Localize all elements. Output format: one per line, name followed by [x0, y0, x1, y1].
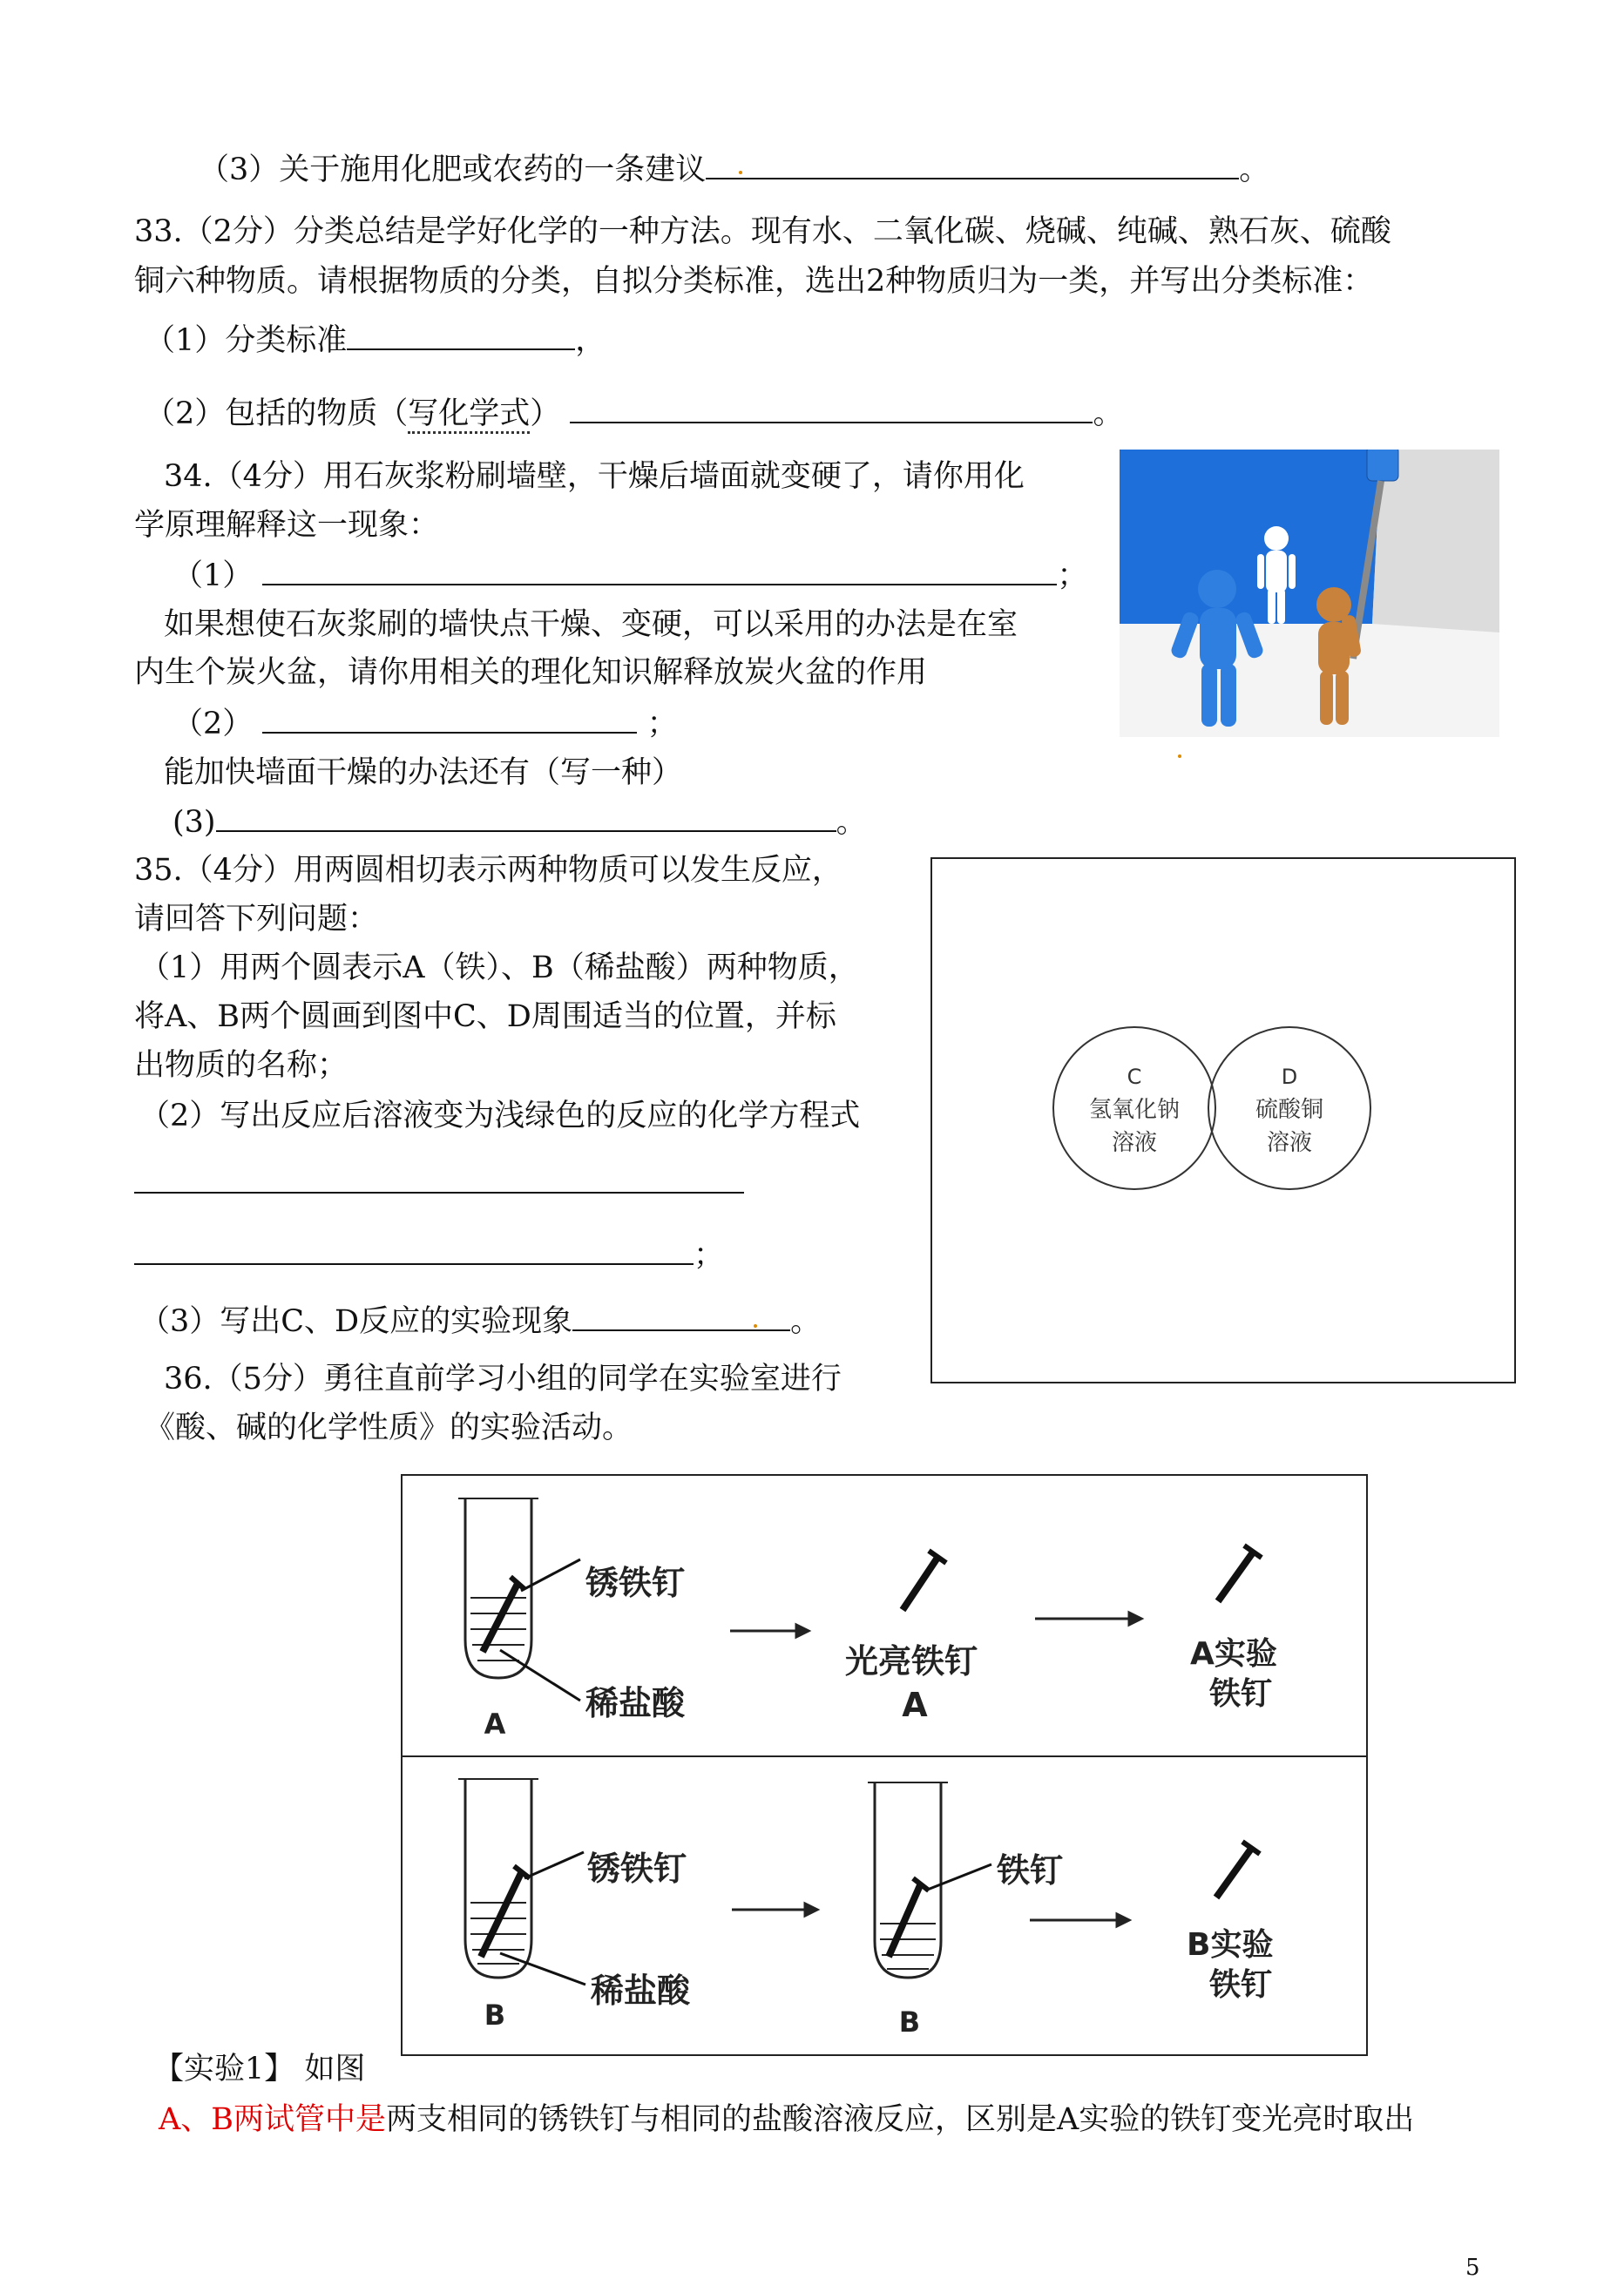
- answer-blank[interactable]: [262, 558, 1057, 585]
- q34-line2: 学原理解释这一现象：: [134, 508, 440, 543]
- answer-blank[interactable]: [134, 1237, 694, 1265]
- circle-c-label-2: 溶液: [1111, 1130, 1158, 1156]
- rusty-nail-a: [483, 1584, 518, 1652]
- q35-line7: ；: [134, 1235, 724, 1275]
- answer-line[interactable]: [134, 1192, 744, 1194]
- arrow-a1: [730, 1625, 809, 1637]
- q36-line2: 《酸、碱的化学性质》的实验活动。: [145, 1410, 633, 1445]
- label-shiny-nail: 光亮铁钉: [845, 1642, 978, 1681]
- label-nail-b: 铁钉: [997, 1851, 1064, 1890]
- answer-blank[interactable]: [570, 396, 1093, 423]
- circle-c-label-1: 氢氧化钠: [1088, 1097, 1181, 1123]
- q34-line5: 能加快墙面干燥的办法还有（写一种）: [164, 755, 683, 790]
- shiny-nail: [903, 1558, 937, 1610]
- tube-b-second: [868, 1782, 948, 1978]
- q33-line1: 33.（2分）分类总结是学好化学的一种方法。现有水、二氧化碳、烧碱、纯碱、熟石灰、硫酸: [134, 214, 1391, 249]
- nail-in-tube-b: [889, 1885, 920, 1957]
- q35-line4: 将A、B两个圆画到图中C、D周围适当的位置，并标: [134, 999, 836, 1034]
- label-rusty-nail-b: 锈铁钉: [587, 1850, 687, 1888]
- q35-line6: （2）写出反应后溶液变为浅绿色的反应的化学方程式: [139, 1099, 861, 1133]
- label-a-result-2: 铁钉: [1209, 1676, 1273, 1712]
- q33-item1: （1）分类标准 ，: [145, 323, 606, 358]
- nail-result-a: [1218, 1552, 1253, 1601]
- circle-c-letter: C: [1127, 1065, 1142, 1089]
- answer-blank[interactable]: [706, 152, 1239, 179]
- experiment-figure-svg: [403, 1476, 1366, 2054]
- q33-item2: （2）包括的物质（写化学式） 。: [145, 394, 1123, 434]
- reaction-diagram-box: [930, 857, 1516, 1383]
- q34-line3: 如果想使石灰浆刷的墙快点干燥、变硬，可以采用的办法是在室: [164, 607, 1018, 642]
- q35-line3: （1）用两个圆表示A（铁）、B（稀盐酸）两种物质，: [139, 950, 859, 985]
- q35-line1: 35.（4分）用两圆相切表示两种物质可以发生反应，: [134, 853, 842, 888]
- label-hcl-a: 稀盐酸: [585, 1684, 686, 1722]
- q35-item3: （3）写出C、D反应的实验现象 。: [139, 1304, 822, 1339]
- answer-blank[interactable]: [216, 804, 836, 832]
- label-a-result-1: A实验: [1190, 1636, 1277, 1672]
- label-b-result-2: 铁钉: [1209, 1967, 1273, 2003]
- painting-wall-illustration: [1120, 450, 1499, 737]
- label-tube-b2: B: [898, 2006, 921, 2039]
- label-b-result-1: B实验: [1187, 1927, 1274, 1963]
- experiment1-label: 【实验1】 如图: [153, 2052, 366, 2087]
- arrow-a2: [1035, 1613, 1141, 1625]
- q35-line5: 出物质的名称；: [134, 1048, 348, 1083]
- wavy-underlined-text: 写化学式: [408, 396, 530, 434]
- q34-item2: （2） ；: [173, 704, 681, 744]
- label-hcl-b: 稀盐酸: [591, 1972, 691, 2010]
- arrow-b2: [1030, 1914, 1129, 1926]
- q33-line2: 铜六种物质。请根据物质的分类，自拟分类标准，选出2种物质归为一类，并写出分类标准：: [134, 264, 1374, 299]
- q34-line1: 34.（4分）用石灰浆粉刷墙壁，干燥后墙面就变硬了，请你用化: [164, 459, 1025, 494]
- q34-line4: 内生个炭火盆，请你用相关的理化知识解释放炭火盆的作用: [134, 655, 928, 690]
- label-shiny-nail-a: A: [902, 1686, 928, 1724]
- page-number: 5: [1465, 2255, 1480, 2281]
- label-rusty-nail-a: 锈铁钉: [585, 1564, 686, 1602]
- circle-d-label-1: 硫酸铜: [1255, 1097, 1324, 1123]
- reaction-diagram: [932, 859, 1514, 1382]
- highlighted-text: A、B两试管中是: [159, 2102, 386, 2137]
- label-tube-b: B: [484, 1999, 506, 2032]
- circle-d-label-2: 溶液: [1266, 1130, 1313, 1156]
- answer-blank[interactable]: [572, 1303, 790, 1331]
- nail-result-b: [1216, 1849, 1251, 1897]
- q36-line1: 36.（5分）勇往直前学习小组的同学在实验室进行: [164, 1362, 842, 1397]
- circle-d-letter: D: [1281, 1065, 1298, 1089]
- q35-line2: 请回答下列问题：: [134, 902, 379, 937]
- label-tube-a: A: [484, 1708, 506, 1741]
- q36-last-line: A、B两试管中是两支相同的锈铁钉与相同的盐酸溶液反应，区别是A实验的铁钉变光亮时取出: [159, 2102, 1415, 2137]
- q34-item3: (3) 。: [173, 805, 867, 840]
- q32-item3: （3）关于施用化肥或农药的一条建议 。: [199, 152, 1270, 187]
- answer-blank[interactable]: [262, 706, 637, 734]
- arrow-b1: [732, 1904, 817, 1916]
- q34-item1: （1） ；: [173, 558, 1088, 593]
- answer-blank[interactable]: [347, 322, 575, 350]
- experiment-figure: [401, 1474, 1368, 2056]
- q32-item3-label: （3）关于施用化肥或农药的一条建议: [199, 152, 707, 187]
- rusty-nail-b: [481, 1873, 521, 1957]
